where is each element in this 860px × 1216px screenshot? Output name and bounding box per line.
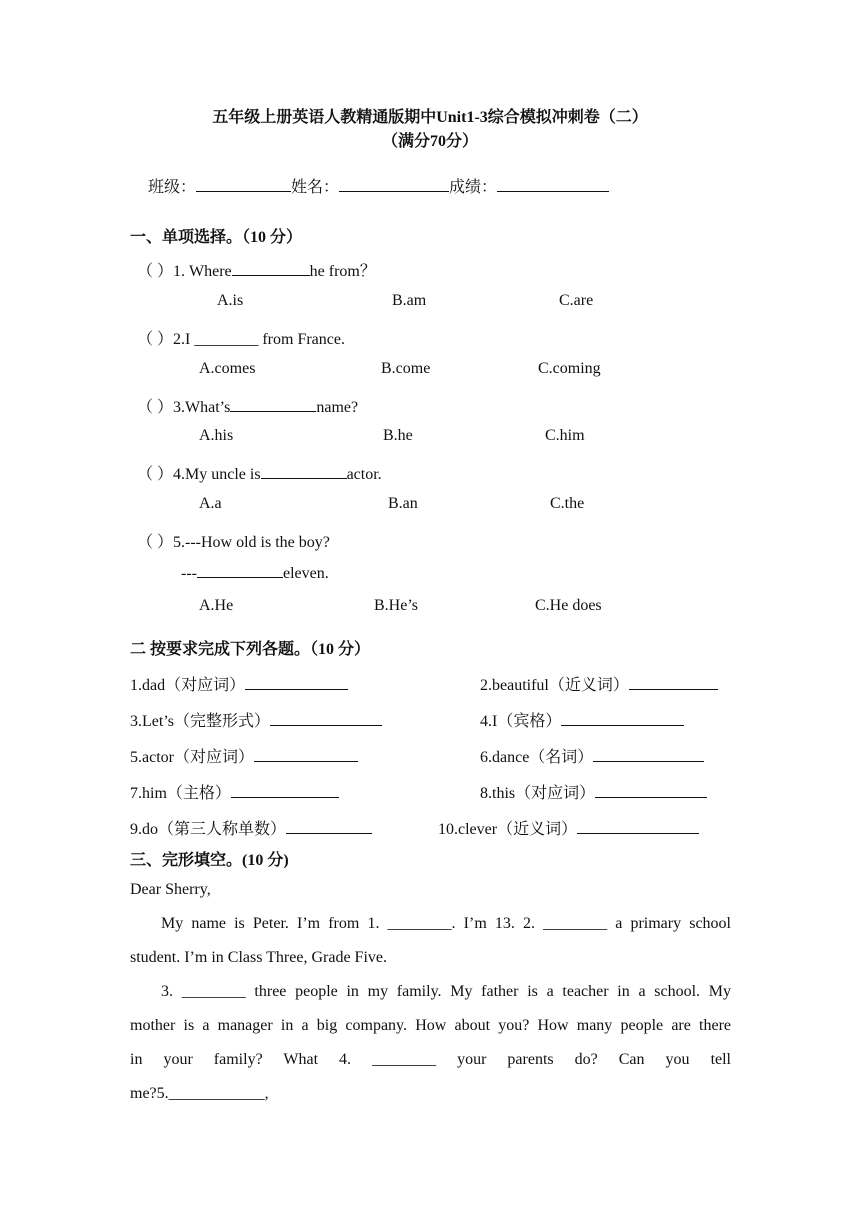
answer-blank[interactable]: [561, 711, 684, 726]
option-b: B.come: [381, 360, 431, 377]
word-item-3: [130, 708, 382, 731]
word-item-label: 9.do（第三人称单数）: [130, 821, 287, 838]
question-5-line2: [181, 563, 329, 583]
answer-blank[interactable]: [593, 747, 704, 762]
word-item-label: 4.I（宾格）: [480, 713, 562, 730]
question-4: [137, 461, 382, 484]
question-3: [137, 394, 358, 417]
question-text: 4.My uncle is: [173, 466, 261, 483]
word-item-label: 10.clever（近义词）: [438, 821, 578, 838]
option-a: A.He: [199, 597, 234, 614]
class-label: 班级：: [148, 179, 197, 196]
question-2: [137, 326, 345, 349]
option-b: B.he: [383, 427, 413, 444]
score-label: 成绩：: [449, 179, 498, 196]
option-b: B.am: [392, 292, 427, 309]
word-item-label: 7.him（主格）: [130, 785, 231, 802]
section2-heading: 二 按要求完成下列各题。（10 分）: [130, 641, 371, 658]
question-text: ---: [181, 565, 197, 582]
question-text: 5.---How old is the boy?: [173, 534, 330, 551]
section3-heading: 三、完形填空。(10 分): [130, 852, 289, 869]
answer-blank[interactable]: [270, 711, 382, 726]
question-text: 3.What’s: [173, 399, 231, 416]
answer-blank[interactable]: [231, 783, 339, 798]
option-c: C.are: [559, 292, 594, 309]
word-item-label: 5.actor（对应词）: [130, 749, 254, 766]
question-1: [137, 258, 376, 281]
word-item-9: [130, 816, 372, 839]
option-a: A.comes: [199, 360, 256, 377]
passage-line: My name is Peter. I’m from 1. ________. I’m 13. 2. ________ a primary school: [161, 915, 731, 932]
option-c: C.him: [545, 427, 585, 444]
score-field[interactable]: [497, 177, 609, 192]
letter-greeting: Dear Sherry,: [130, 881, 211, 898]
option-a: A.is: [217, 292, 244, 309]
cloze-passage: [130, 873, 731, 1111]
answer-paren[interactable]: （ ）: [137, 331, 174, 348]
answer-paren[interactable]: （ ）: [137, 534, 174, 551]
page-subtitle: （满分70分）: [381, 133, 478, 150]
option-a: A.a: [199, 495, 222, 512]
question-text: actor.: [346, 466, 382, 483]
option-c: C.coming: [538, 360, 601, 377]
name-field[interactable]: [339, 177, 449, 192]
answer-blank[interactable]: [629, 675, 718, 690]
word-item-6: [480, 744, 704, 767]
answer-paren[interactable]: （ ）: [137, 399, 174, 416]
option-c: C.the: [550, 495, 585, 512]
passage-line: in your family? What 4. ________ your parents do? Can you tell: [130, 1051, 731, 1068]
page-title: 五年级上册英语人教精通版期中Unit1-3综合模拟冲刺卷（二）: [212, 109, 648, 126]
question-text: eleven.: [282, 565, 329, 582]
answer-blank[interactable]: [197, 563, 283, 578]
answer-blank[interactable]: [595, 783, 707, 798]
name-label: 姓名：: [291, 179, 340, 196]
question-text: he from？: [309, 263, 376, 280]
option-c: C.He does: [535, 597, 602, 614]
class-field[interactable]: [196, 177, 291, 192]
word-item-label: 3.Let’s（完整形式）: [130, 713, 270, 730]
option-b: B.He’s: [374, 597, 418, 614]
word-item-label: 1.dad（对应词）: [130, 677, 246, 694]
word-item-10: [438, 816, 699, 839]
section1-heading: 一、单项选择。（10 分）: [130, 229, 303, 246]
answer-blank[interactable]: [254, 747, 358, 762]
student-info-row: [148, 174, 609, 197]
passage-line: student. I’m in Class Three, Grade Five.: [130, 949, 387, 966]
answer-blank[interactable]: [261, 464, 347, 479]
word-item-label: 8.this（对应词）: [480, 785, 596, 802]
passage-line: 3. ________ three people in my family. My father is a teacher in a school. My: [161, 983, 731, 1000]
word-item-label: 6.dance（名词）: [480, 749, 594, 766]
answer-blank[interactable]: [577, 819, 699, 834]
question-text: name?: [316, 399, 359, 416]
word-item-2: [480, 672, 718, 695]
question-text: 1. Where: [173, 263, 232, 280]
passage-line: me?5.____________,: [130, 1085, 269, 1102]
answer-blank[interactable]: [230, 397, 316, 412]
question-text: 2.I ________ from France.: [173, 331, 345, 348]
option-b: B.an: [388, 495, 418, 512]
word-item-4: [480, 708, 684, 731]
answer-paren[interactable]: （ ）: [137, 263, 174, 280]
answer-blank[interactable]: [286, 819, 372, 834]
answer-paren[interactable]: （ ）: [137, 466, 174, 483]
word-item-1: [130, 672, 348, 695]
question-5: [137, 529, 330, 552]
word-item-8: [480, 780, 707, 803]
answer-blank[interactable]: [232, 261, 310, 276]
word-item-label: 2.beautiful（近义词）: [480, 677, 629, 694]
passage-line: mother is a manager in a big company. How about you? How many people are there: [130, 1017, 731, 1034]
word-item-5: [130, 744, 358, 767]
option-a: A.his: [199, 427, 234, 444]
word-item-7: [130, 780, 339, 803]
answer-blank[interactable]: [245, 675, 348, 690]
